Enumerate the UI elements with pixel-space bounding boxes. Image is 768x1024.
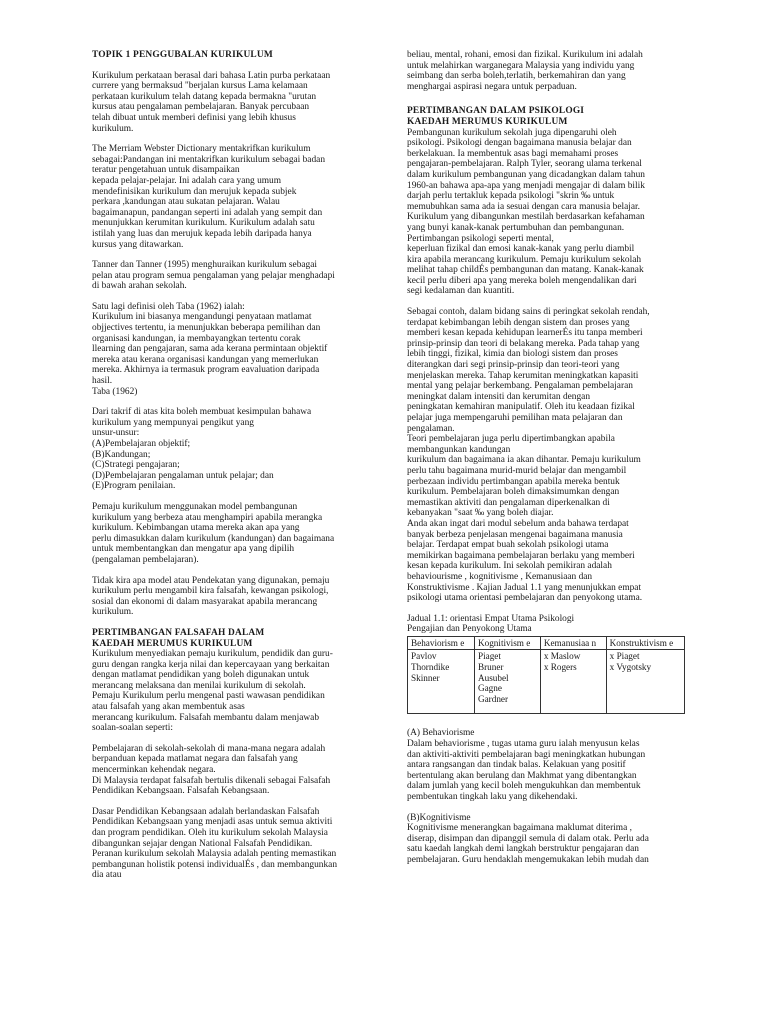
paragraph-national-policy: Dasar Pendidikan Kebangsaan adalah berlandaskan Falsafah Pendidikan Kebangsaan yang menjadi asas untuk semua aktiviti dan program pendidikan. Oleh itu kurikulum sekolah Malaysia dibangunkan sejajar dengan National Falsafah Pendidikan. Peranan kurikulum sekolah Malaysia adalah penting memastikan pembangunan holistik potensi individualÉs , dan membangunkan dia atau [92,806,338,881]
topic-title: TOPIK 1 PENGGUBALAN KURIKULUM [92,50,273,60]
table-row [408,650,685,714]
table-cell-humanism [540,650,606,714]
table-caption: Jadual 1.1: orientasi Empat Utama Psikologi Pengajian dan Penyokong Utama [407,613,575,635]
paragraph-tanner: Tanner dan Tanner (1995) menghuraikan kurikulum sebagai pelan atau program semua pengalaman yang pelajar menghadapi di bawah arahan sekolah. [92,260,335,292]
heading-psychology: PERTIMBANGAN DALAM PSIKOLOGI KAEDAH MERUMUS KURIKULUM [407,106,585,127]
paragraph-taba: Satu lagi definisi oleh Taba (1962) ialah: Kurikulum ini biasanya mengandungi penyataan matlamat objjectives tertentu, ia menunjukkan beberapa pemilihan dan organisasi kandungan, ia membayangkan tertentu corak llearning dan pengajaran, sama ada kerana permintaan objektif mereka atau kerana organisasi kandungan yang memerlukan mereka. Akhirnya ia termasuk program eavaluation daripada hasil. Taba (1962) [92,301,328,397]
table-header-cell: Konstruktivism e [606,636,684,650]
table-cell-entry: x Vygotsky [609,662,652,673]
paragraph-curriculum-origin: Kurikulum perkataan berasal dari bahasa Latin purba perkataan currere yang bermaksud "berjalan kursus Lama kelamaan perkataan kurikulum telah datang kepada bermakna "urutan kursus atau pengalaman pembelajaran. Banyak percubaan telah dibuat untuk memberi definisi yang lebih khusus kurikulum. [92,70,331,134]
paragraph-science-example: Sebagai contoh, dalam bidang sains di peringkat sekolah rendah, terdapat kebimbangan lebih dengan sistem dan proses yang memberi kesan kepada kehidupan learnerÉs itu tanpa memberi prinsip-prinsip dan teori di belakang mereka. Pada tahap yang lebih tinggi, fizikal, kimia dan biologi sistem dan proses diterangkan dari segi prinsip-prinsip dan teori-teori yang menjelaskan mereka. Tahap kerumitan meningkatkan kapasiti mental yang pelajar berkembang. Pengalaman pembelajaran meningkat dalam intensiti dan kerumitan dengan peningkatan kemahiran manipulatif. Oleh itu keadaan fizikal pelajar juga mempengaruhi pemilihan mata pelajaran dan pengalaman. Teori pembelajaran juga perlu dipertimbangkan apabila membangunkan kandungan kurikulum dan bagaimana ia akan dihantar. Pemaju kurikulum perlu tahu bagaimana murid-murid belajar dan mengambil perbezaan individu pertimbangan apabila mereka bentuk kurikulum. Pembelajaran boleh dimaksimumkan dengan memastikan aktiviti dan pengalaman diperkenalkan di kebanyakan "saat ‰ yang boleh diajar. Anda akan ingat dari modul sebelum anda bahawa terdapat banyak berbeza penjelasan mengenai bagaimana manusia belajar. Terdapat empat buah sekolah psikologi utama memikirkan bagaimana pembelajaran berlaku yang memberi kesan kepada kurikulum. Ini sekolah pemikiran adalah behaviourisme , kognitivisme , Kemanusiaan dan Konstruktivisme . Kajian Jadual 1.1 yang menunjukkan empat psikologi utama orientasi pembelajaran dan penyokong utama. [407,307,650,604]
table-cell-entry: Piaget [477,651,501,662]
paragraph-merriam-webster: The Merriam Webster Dictionary mentakrifkan kurikulum sebagai:Pandangan ini mentakrifkan kurikulum sebagai badan teratur pengetahuan untuk disampaikan kepada pelajar-pelajar. Ini adalah cara yang umum mendefinisikan kurikulum dan merujuk kepada subjek perkara ,kandungan atau sukatan pelajaran. Walau bagaimanapun, pandangan seperti ini adalah yang sempit dan menunjukkan kerumitan kurikulum. Kurikulum adalah satu istilah yang luas dan merujuk kepada lebih daripada hanya kursus yang ditawarkan. [92,144,326,250]
paragraph-national-goals: Pembelajaran di sekolah-sekolah di mana-mana negara adalah berpanduan kepada matlamat negara dan falsafah yang mencerminkan kehendak negara. Di Malaysia terdapat falsafah bertulis dikenali sebagai Falsafah Pendidikan Kebangsaan. Falsafah Kebangsaan. [92,743,331,797]
paragraph-behaviorism: (A) Behaviorisme Dalam behaviorisme , tugas utama guru ialah menyusun kelas dan aktiviti-aktiviti pembelajaran bagi meningkatkan hubungan antara rangsangan dan tindak balas. Kelakuan yang positif bertentulang akan berulang dan Makhmat yang dibentangkan dalam jumlah yang kecil boleh mengukuhkan dan membentuk pembentukan tingkah laku yang dikehendaki. [407,728,646,803]
table-cell-entry: Bruner [477,662,504,673]
table-header-cell: Kognitivism e [474,636,540,650]
table-cell-entry: Gagne [477,683,502,694]
table-cell-entry: Pavlov [411,651,437,662]
left-column [92,50,360,881]
table-cell-behaviorism [408,650,475,714]
paragraph-models: Tidak kira apa model atau Pendekatan yang digunakan, pemaju kurikulum perlu mengambil kira falsafah, kewangan psikologi, sosial dan ekonomi di dalam masyarakat apabila merancang kurikulum. [92,575,330,618]
table-header-cell: Behaviorism e [408,636,475,650]
paragraph-developers: Pemaju kurikulum menggunakan model pembangunan kurikulum yang berbeza atau menghampiri apabila merangka kurikulum. Kebimbangan utama mereka akan apa yang perlu dimasukkan dalam kurikulum (kandungan) dan bagaimana untuk membentangkan dan mengatur apa yang dipilih (pengalaman pembelajaran). [92,501,335,565]
right-column [407,50,677,866]
table-cell-constructivism [606,650,684,714]
table-header-cell: Kemanusiaa n [540,636,606,650]
table-header-row [408,636,685,650]
table-cell-entry: x Rogers [543,662,577,673]
paragraph-elements: Dari takrif di atas kita boleh membuat kesimpulan bahawa kurikulum yang mempunyai pengikut yang unsur-unsur: (A)Pembelajaran objektif; (B)Kandungan; (C)Strategi pengajaran; (D)Pembelajaran pengalaman untuk pelajar; dan (E)Program penilaian. [92,407,312,492]
table-cell-entry: x Piaget [609,651,640,662]
table-cell-cognitivism [474,650,540,714]
table-cell-entry: x Maslow [543,651,581,662]
table-cell-entry: Gardner [477,693,509,704]
table-cell-entry: Thorndike [411,662,450,673]
psychology-orientation-table [407,636,685,715]
paragraph-continuation: beliau, mental, rohani, emosi dan fizikal. Kurikulum ini adalah untuk melahirkan warganegara Malaysia yang individu yang seimbang dan serba boleh,terlatih, berkemahiran dan yang menghargai aspirasi negara untuk perpaduan. [407,50,643,92]
heading-philosophy: PERTIMBANGAN FALSAFAH DALAM KAEDAH MERUMUS KURIKULUM [92,627,265,649]
table-cell-entry: Skinner [411,672,440,683]
paragraph-cognitivism: (B)Kognitivisme Kognitivisme menerangkan bagaimana maklumat diterima , diserap, disimpan dan dipanggil semula di dalam otak. Perlu ada satu kaedah langkah demi langkah berstruktur pengajaran dan pembelajaran. Guru hendaklah mengemukakan lebih mudah dan [407,812,649,865]
table-cell-entry: Ausubel [477,672,509,683]
paragraph-philosophy: Kurikulum menyediakan pemaju kurikulum, pendidik dan guru- guru dengan rangka kerja nilai dan kepercayaan yang berkaitan dengan matlamat pendidikan yang boleh digunakan untuk merancang melaksana dan menilai kurikulum di sekolah. Pemaju Kurikulum perlu mengenal pasti wawasan pendidikan atau falsafah yang akan membentuk asas merancang kurikulum. Falsafah membantu dalam menjawab soalan-soalan seperti: [92,649,333,734]
paragraph-psychology: Pembangunan kurikulum sekolah juga dipengaruhi oleh psikologi. Psikologi dengan bagaimana manusia belajar dan berkelakuan. Ia membentuk asas bagi memahami proses pengajaran-pembelajaran. Ralph Tyler, seorang ulama terkenal dalam kurikulum pembangunan yang dicadangkan dalam tahun 1960-an bahawa apa-apa yang menjadi mengajar di dalam bilik darjah perlu tertakluk kepada psikologi "skrin ‰ untuk memubuhkan sama ada ia sesuai dengan cara manusia belajar. Kurikulum yang dibangunkan mestilah berdasarkan kefahaman yang bunyi kanak-kanak pertumbuhan dan pembangunan. Pertimbangan psikologi seperti mental, keperluan fizikal dan emosi kanak-kanak yang perlu diambil kira apabila merancang kurikulum. Pemaju kurikulum sekolah melihat tahap childÉs pembangunan dan matang. Kanak-kanak kecil perlu diberi apa yang mereka boleh mengendalikan dari segi kedalaman dan kuantiti. [407,127,645,297]
